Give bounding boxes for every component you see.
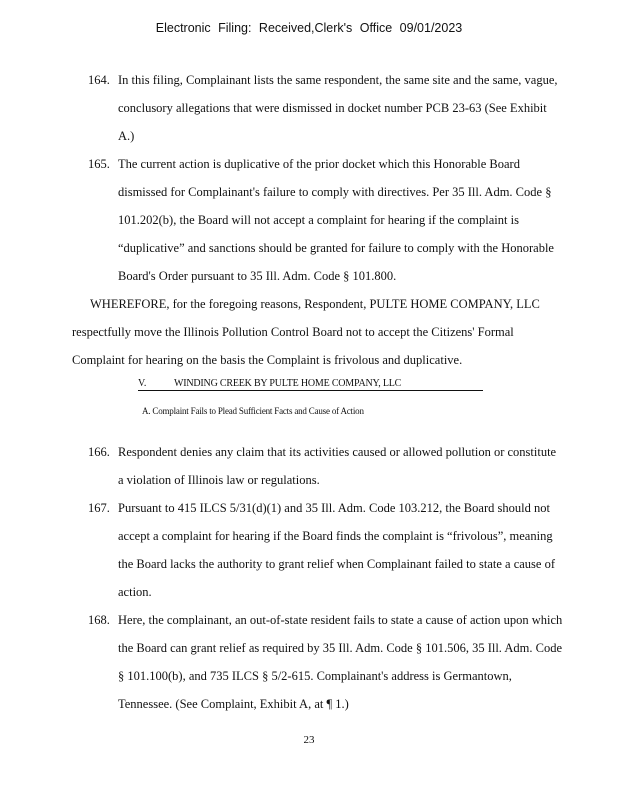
paragraph-166 — [88, 438, 608, 494]
paragraph-number: 167. — [88, 501, 110, 515]
paragraph-165 — [88, 150, 608, 290]
paragraph-line: Respondent denies any claim that its activities caused or allowed pollution or constitute — [118, 445, 557, 459]
paragraph-number: 165. — [88, 157, 110, 171]
paragraph-line: Pursuant to 415 ILCS 5/31(d)(1) and 35 Ill. Adm. Code 103.212, the Board should not — [118, 501, 550, 515]
paragraph-line: Tennessee. (See Complaint, Exhibit A, at ¶ 1.) — [118, 697, 349, 711]
paragraph-number: 164. — [88, 73, 110, 87]
paragraph-line: A.) — [118, 129, 135, 143]
paragraph-line: the Board can grant relief as required by 35 Ill. Adm. Code § 101.506, 35 Ill. Adm. Code — [118, 641, 563, 655]
page-number: 23 — [303, 734, 315, 746]
wherefore-line: Complaint for hearing on the basis the Complaint is frivolous and duplicative. — [72, 353, 463, 367]
paragraph-line: The current action is duplicative of the prior docket which this Honorable Board — [118, 157, 520, 171]
paragraph-line: conclusory allegations that were dismissed in docket number PCB 23-63 (See Exhibit — [118, 101, 547, 115]
paragraph-line: Board's Order pursuant to 35 Ill. Adm. Code § 101.800. — [118, 269, 397, 283]
paragraph-line: action. — [118, 585, 152, 599]
paragraph-number: 168. — [88, 613, 110, 627]
paragraph-line: 101.202(b), the Board will not accept a complaint for hearing if the complaint is — [118, 213, 519, 227]
section-heading — [138, 378, 483, 391]
filing-header: Electronic Filing: Received,Clerk's Office 09/01/2023 — [155, 21, 463, 35]
paragraph-167 — [88, 494, 608, 606]
paragraph-line: “duplicative” and sanctions should be granted for failure to comply with the Honorable — [118, 241, 554, 255]
paragraph-line: § 101.100(b), and 735 ILCS § 5/2-615. Complainant's address is Germantown, — [118, 669, 512, 683]
paragraph-line: dismissed for Complainant's failure to comply with directives. Per 35 Ill. Adm. Code § — [118, 185, 552, 199]
paragraph-line: the Board lacks the authority to grant relief when Complainant failed to state a cause of — [118, 557, 556, 571]
section-numeral: V. — [138, 378, 147, 389]
paragraph-line: accept a complaint for hearing if the Board finds the complaint is “frivolous”, meaning — [118, 529, 553, 543]
paragraph-168 — [88, 606, 608, 718]
paragraph-line: In this filing, Complainant lists the same respondent, the same site and the same, vague, — [118, 73, 558, 87]
paragraph-164 — [88, 66, 608, 150]
paragraph-number: 166. — [88, 445, 110, 459]
section-title: WINDING CREEK BY PULTE HOME COMPANY, LLC — [174, 378, 402, 389]
subsection-heading: A. Complaint Fails to Plead Sufficient Facts and Cause of Action — [142, 406, 364, 416]
wherefore-line: respectfully move the Illinois Pollution Control Board not to accept the Citizens' Formal — [72, 325, 514, 339]
paragraph-line: a violation of Illinois law or regulations. — [118, 473, 320, 487]
paragraph-line: Here, the complainant, an out-of-state resident fails to state a cause of action upon which — [118, 613, 563, 627]
wherefore-line: WHEREFORE, for the foregoing reasons, Respondent, PULTE HOME COMPANY, LLC — [90, 297, 540, 311]
wherefore-clause — [72, 290, 592, 374]
